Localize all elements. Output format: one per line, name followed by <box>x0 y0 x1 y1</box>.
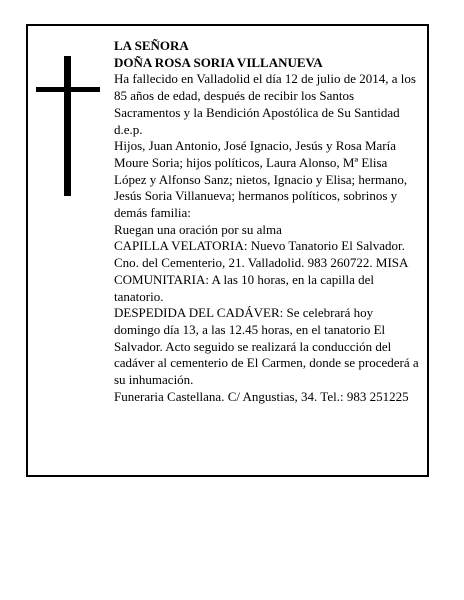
notice-title: LA SEÑORA <box>114 38 189 53</box>
farewell-info: DESPEDIDA DEL CADÁVER: Se celebrará hoy domingo día 13, a las 12.45 horas, en el tanatorio El Salvador. Acto seguido se realizará la conducción del cadáver al cementerio de El Carmen, donde se procederá a su inhumación. <box>114 305 419 388</box>
obituary-text <box>114 38 419 405</box>
prayer-request: Ruegan una oración por su alma <box>114 221 282 237</box>
family-list: Hijos, Juan Antonio, José Ignacio, Jesús y Rosa María Moure Soria; hijos políticos, Laura Alonso, Mª Elisa López y Alfonso Sanz; nietos, Ignacio y Elisa; hermano, Jesús Soria Villanueva; hermanos políticos, sobrinos y demás familia: <box>114 138 408 221</box>
funeral-home-info: Funeraria Castellana. C/ Angustias, 34. Tel.: 983 251225 <box>114 388 409 404</box>
cross-vertical-bar <box>64 56 71 196</box>
deceased-name: DOÑA ROSA SORIA VILLANUEVA <box>114 54 323 70</box>
cross-horizontal-bar <box>36 87 100 92</box>
death-announcement: Ha fallecido en Valladolid el día 12 de julio de 2014, a los 85 años de edad, después de recibir los Santos Sacramentos y la Bendición Apostólica de Su Santidad d.e.p. <box>114 71 416 137</box>
cross-icon <box>36 56 100 196</box>
chapel-info: CAPILLA VELATORIA: Nuevo Tanatorio El Salvador. Cno. del Cementerio, 21. Valladolid. 983 260722. MISA COMUNITARIA: A las 10 horas, en la capilla del tanatorio. <box>114 238 408 304</box>
